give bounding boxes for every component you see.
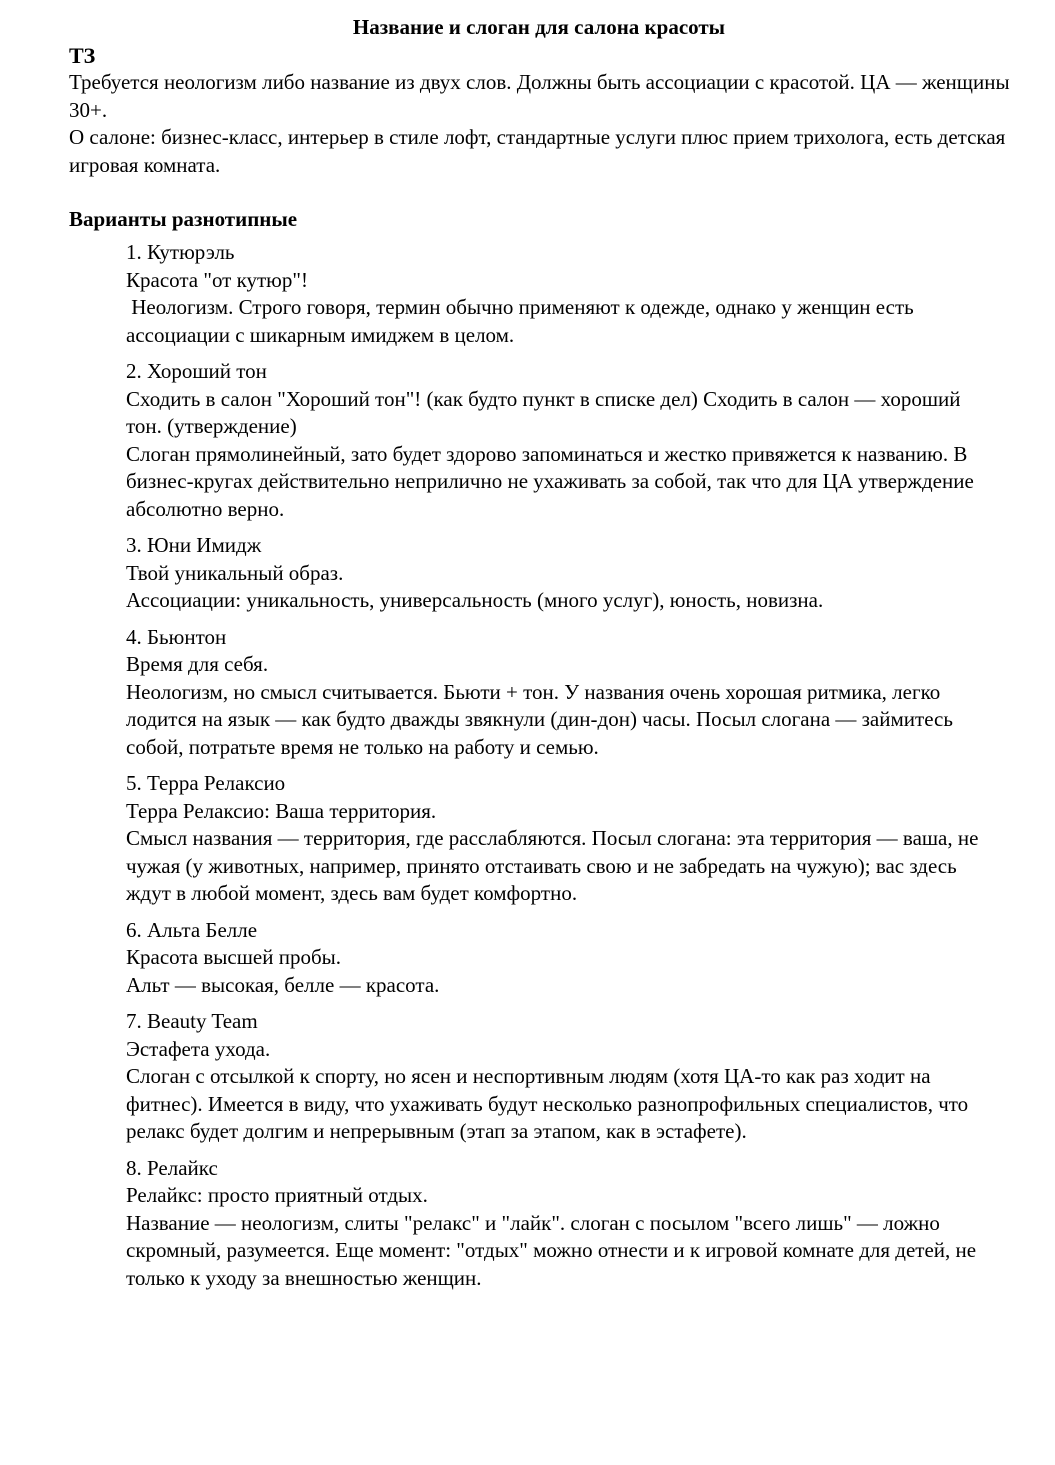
tz-paragraph-salon: О салоне: бизнес-класс, интерьер в стиле лофт, стандартные услуги плюс прием трихолога, есть детская игровая комната. <box>69 125 1006 177</box>
variant-comment: Слоган прямолинейный, зато будет здорово запоминаться и жестко привяжется к названию. В бизнес-кругах действительно неприлично не ухаживать за собой, так что для ЦА утверждение абсолютно верно. <box>126 441 974 521</box>
tz-paragraph-requirements: Требуется неологизм либо название из двух слов. Должны быть ассоциации с красотой. ЦА — женщины 30+. <box>69 70 1010 122</box>
variant-slogan: Сходить в салон "Хороший тон"! (как будто пункт в списке дел) Сходить в салон — хороший тон. (утверждение) <box>126 386 961 438</box>
variant-name: 6. Альта Белле <box>126 917 258 942</box>
variant-slogan: Красота высшей пробы. <box>126 945 341 969</box>
variants-list <box>69 239 1009 1292</box>
variant-item <box>126 1008 986 1146</box>
variant-item <box>126 1155 986 1293</box>
variant-slogan: Твой уникальный образ. <box>126 560 344 585</box>
variant-slogan: Релайкс: просто приятный отдых. <box>126 1183 428 1207</box>
variant-comment: Неологизм, но смысл считывается. Бьюти + тон. У названия очень хорошая ритмика, легко лодится на язык — как будто дважды звякнули (дин-дон) часы. Посыл слогана — займитесь собой, потратьте время не только на работу и семью. <box>126 679 953 759</box>
variant-item <box>126 532 986 615</box>
variant-item <box>126 358 986 523</box>
variant-comment: Слоган с отсылкой к спорту, но ясен и неспортивным людям (хотя ЦА-то как раз ходит на фитнес). Имеется в виду, что ухаживать будут несколько разнопрофильных специалистов, что релакс будет долгим и непрерывным (этап за этапом, как в эстафете). <box>126 1064 969 1143</box>
variant-item <box>126 917 986 1000</box>
variant-name: 4. Бьюнтон <box>126 624 227 649</box>
variant-slogan: Терра Релаксио: Ваша территория. <box>126 798 437 823</box>
variant-item <box>126 239 986 349</box>
variant-slogan: Красота "от кутюр"! <box>126 267 308 292</box>
variant-name: 8. Релайкс <box>126 1155 218 1180</box>
variant-comment: Смысл названия — территория, где расслабляются. Посыл слогана: эта территория — ваша, не чужая (у животных, например, принято отстаивать свою и не забредать на чужую); вас здесь ждут в любой момент, здесь вам будет комфортно. <box>126 826 979 905</box>
variant-comment: Название — неологизм, слиты "релакс" и "лайк". слоган с посылом "всего лишь" — ложно скромный, разумеется. Еще момент: "отдых" можно отнести и к игровой комнате для детей, не только к уходу за внешностью женщин. <box>126 1210 977 1290</box>
variant-comment: Неологизм. Строго говоря, термин обычно применяют к одежде, однако у женщин есть ассоциации с шикарным имиджем в целом. <box>126 295 919 347</box>
variants-heading: Варианты разнотипные <box>69 207 298 231</box>
document-title: Название и слоган для салона красоты <box>352 15 726 39</box>
variant-name: 3. Юни Имидж <box>126 533 262 557</box>
variant-slogan: Эстафета ухода. <box>126 1036 271 1061</box>
variant-comment: Ассоциации: уникальность, универсальность (много услуг), юность, новизна. <box>126 588 824 612</box>
variant-slogan: Время для себя. <box>126 652 269 676</box>
tz-heading: ТЗ <box>69 43 96 68</box>
variant-name: 2. Хороший тон <box>126 359 267 383</box>
variant-name: 5. Терра Релаксио <box>126 771 286 795</box>
variant-name: 1. Кутюрэль <box>126 240 235 264</box>
variant-name: 7. Beauty Team <box>126 1009 258 1033</box>
variant-comment: Альт — высокая, белле — красота. <box>126 972 440 997</box>
variant-item <box>126 770 986 908</box>
variant-item <box>126 624 986 762</box>
